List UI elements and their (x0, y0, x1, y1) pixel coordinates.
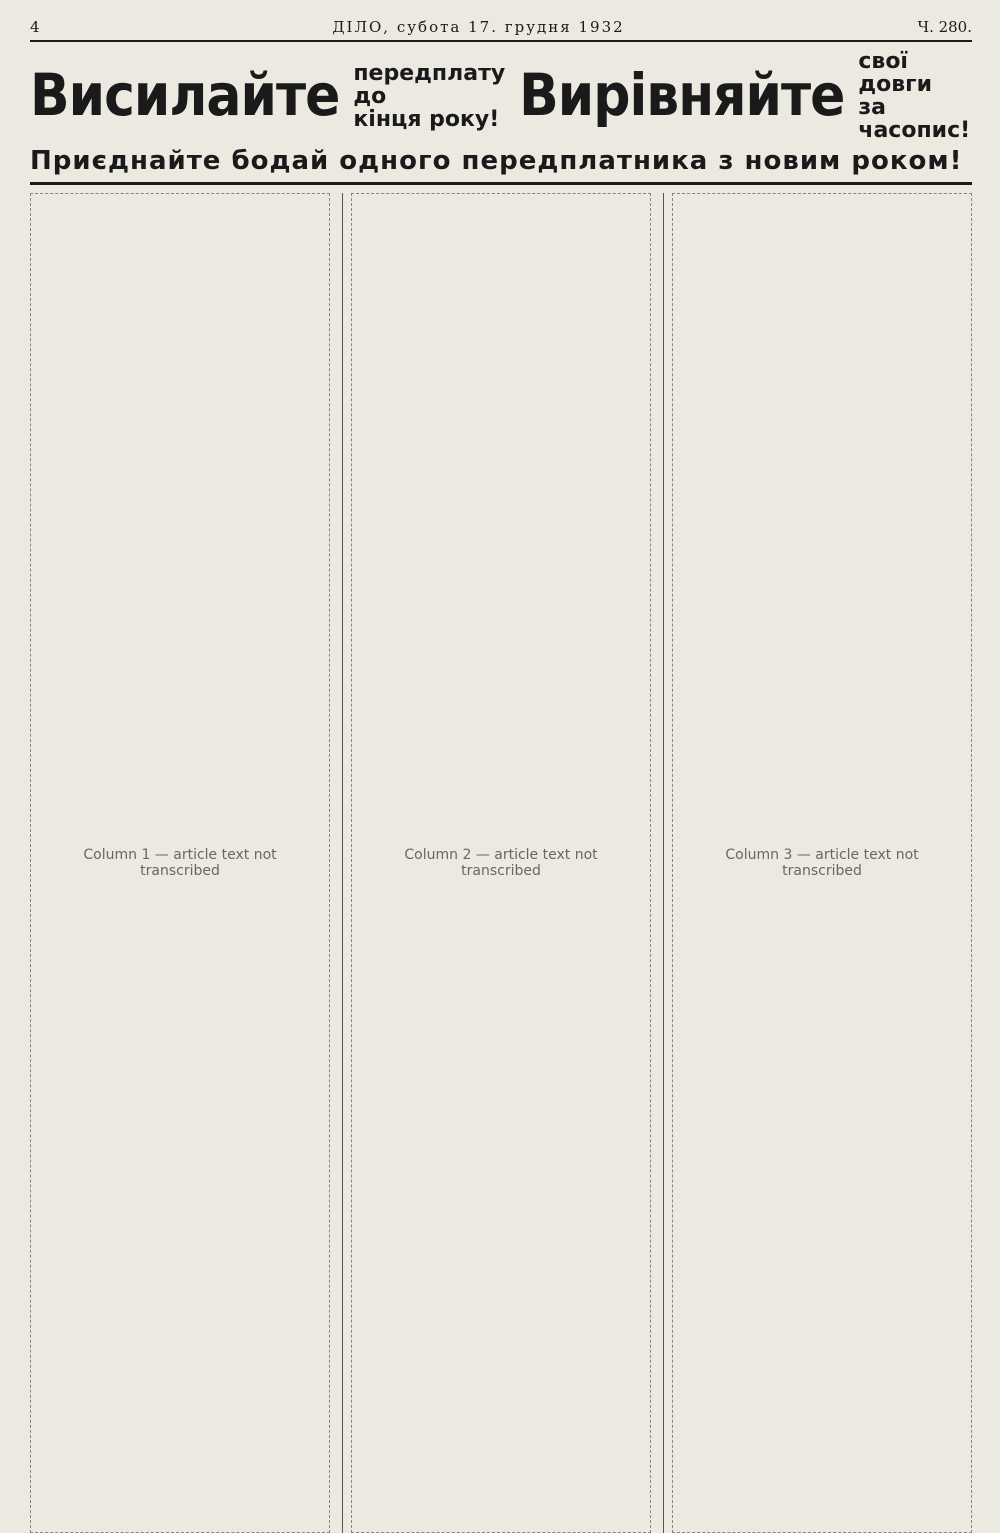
headline-right: Вирівняйте (519, 62, 845, 130)
masthead-title: ДІЛО, субота 17. грудня 1932 (332, 18, 625, 36)
headline-left-sub-1: передплату до (353, 60, 506, 109)
headline-left-sub-2: кінця року! (353, 106, 500, 132)
column-1 (30, 193, 330, 1533)
headline-subline: Приєднайте бодай одного передплатника з новим роком! (30, 146, 972, 185)
page-number: 4 (30, 18, 40, 36)
masthead (30, 18, 972, 42)
headline-left-sub (353, 62, 505, 131)
column-2 (342, 193, 651, 1533)
headline-right-sub (858, 50, 972, 142)
headline-banner (30, 50, 972, 142)
headline-right-sub-1: свої довги (858, 49, 933, 98)
headline-right-sub-2: за часопис! (858, 95, 971, 144)
column-2-placeholder: Column 2 — article text not transcribed (351, 193, 651, 1533)
headline-left: Висилайте (30, 62, 340, 130)
column-3 (663, 193, 972, 1533)
column-1-placeholder: Column 1 — article text not transcribed (30, 193, 330, 1533)
column-3-placeholder: Column 3 — article text not transcribed (672, 193, 972, 1533)
article-columns (30, 193, 972, 1533)
issue-number: Ч. 280. (917, 18, 972, 36)
